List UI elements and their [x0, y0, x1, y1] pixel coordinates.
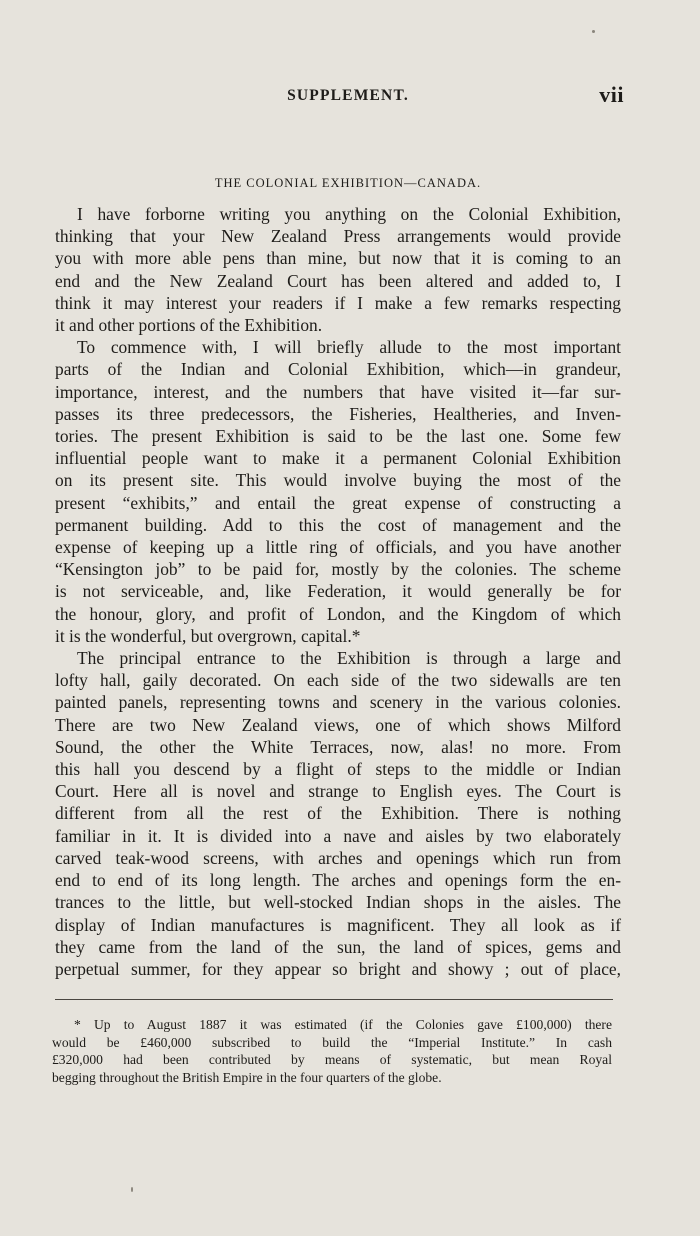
paragraph-3 [55, 647, 621, 980]
text-line: this hall you descend by a flight of steps to the middle or Indian [55, 759, 621, 780]
text-line: passes its three predecessors, the Fisheries, Healtheries, and Inven- [55, 403, 621, 424]
text-line: is not serviceable, and, like Federation, it would generally be for [55, 581, 621, 602]
article-title: THE COLONIAL EXHIBITION—CANADA. [214, 176, 482, 190]
text-line: trances to the little, but well-stocked Indian shops in the aisles. The [55, 892, 621, 913]
text-line: There are two New Zealand views, one of which shows Milford [55, 714, 621, 735]
text-line: “Kensington job” to be paid for, mostly by the colonies. The scheme [55, 559, 621, 580]
text-line: familiar in it. It is divided into a nave and aisles by two elaborately [55, 825, 621, 846]
text-line: parts of the Indian and Colonial Exhibition, which—in grandeur, [55, 359, 621, 380]
text-line: expense of keeping up a little ring of officials, and you have another [55, 537, 621, 558]
text-line: Court. Here all is novel and strange to English eyes. The Court is [55, 781, 621, 802]
running-title: SUPPLEMENT. [287, 87, 409, 104]
footnote-line: * Up to August 1887 it was estimated (if the Colonies gave £100,000) there [74, 1017, 612, 1032]
paragraph-1 [55, 203, 621, 336]
text-line: carved teak-wood screens, with arches and openings which run from [55, 847, 621, 868]
footnote-line: begging throughout the British Empire in the four quarters of the globe. [52, 1069, 442, 1085]
article-body [55, 203, 621, 980]
footnote-line: would be £460,000 subscribed to build the “Imperial Institute.” In cash [52, 1034, 612, 1050]
text-line: influential people want to make it a permanent Colonial Exhibition [55, 448, 621, 469]
text-line: they came from the land of the sun, the land of spices, gems and [55, 936, 621, 957]
text-line: permanent building. Add to this the cost of management and the [55, 514, 621, 535]
footnote-line: £320,000 had been contributed by means of systematic, but mean Royal [52, 1052, 612, 1068]
text-line: The principal entrance to the Exhibition is through a large and [77, 648, 621, 669]
text-line: you with more able pens than mine, but now that it is coming to an [55, 248, 621, 269]
text-line: end to end of its long length. The arches and openings form the en- [55, 870, 621, 891]
text-line: thinking that your New Zealand Press arrangements would provide [55, 226, 621, 247]
text-line: display of Indian manufactures is magnificent. They all look as if [55, 914, 621, 935]
footnote-divider [55, 999, 613, 1000]
text-line: To commence with, I will briefly allude to the most important [77, 337, 621, 358]
text-line: think it may interest your readers if I make a few remarks respecting [55, 292, 621, 313]
running-head [72, 84, 624, 110]
text-line: perpetual summer, for they appear so bright and showy ; out of place, [55, 958, 621, 979]
text-line: it is the wonderful, but overgrown, capital.* [55, 625, 361, 646]
text-line: it and other portions of the Exhibition. [55, 315, 323, 336]
text-line: tories. The present Exhibition is said to be the last one. Some few [55, 426, 621, 447]
paper-speck [592, 30, 595, 33]
text-line: I have forborne writing you anything on the Colonial Exhibition, [77, 204, 621, 224]
text-line: lofty hall, gaily decorated. On each side of the two sidewalls are ten [55, 670, 621, 691]
text-line: present “exhibits,” and entail the great expense of constructing a [55, 492, 621, 513]
text-line: Sound, the other the White Terraces, now, alas! no more. From [55, 736, 621, 757]
paragraph-2 [55, 336, 621, 647]
text-line: the honour, glory, and profit of London, and the Kingdom of which [55, 603, 621, 624]
text-line: painted panels, representing towns and scenery in the various colonies. [55, 692, 621, 713]
text-line: different from all the rest of the Exhibition. There is nothing [55, 803, 621, 824]
page-number: vii [599, 82, 624, 107]
text-line: end and the New Zealand Court has been altered and added to, I [55, 270, 621, 291]
text-line: on its present site. This would involve buying the most of the [55, 470, 621, 491]
paper-speck [131, 1187, 133, 1192]
text-line: importance, interest, and the numbers that have visited it—far sur- [55, 381, 621, 402]
footnote [52, 1016, 612, 1086]
